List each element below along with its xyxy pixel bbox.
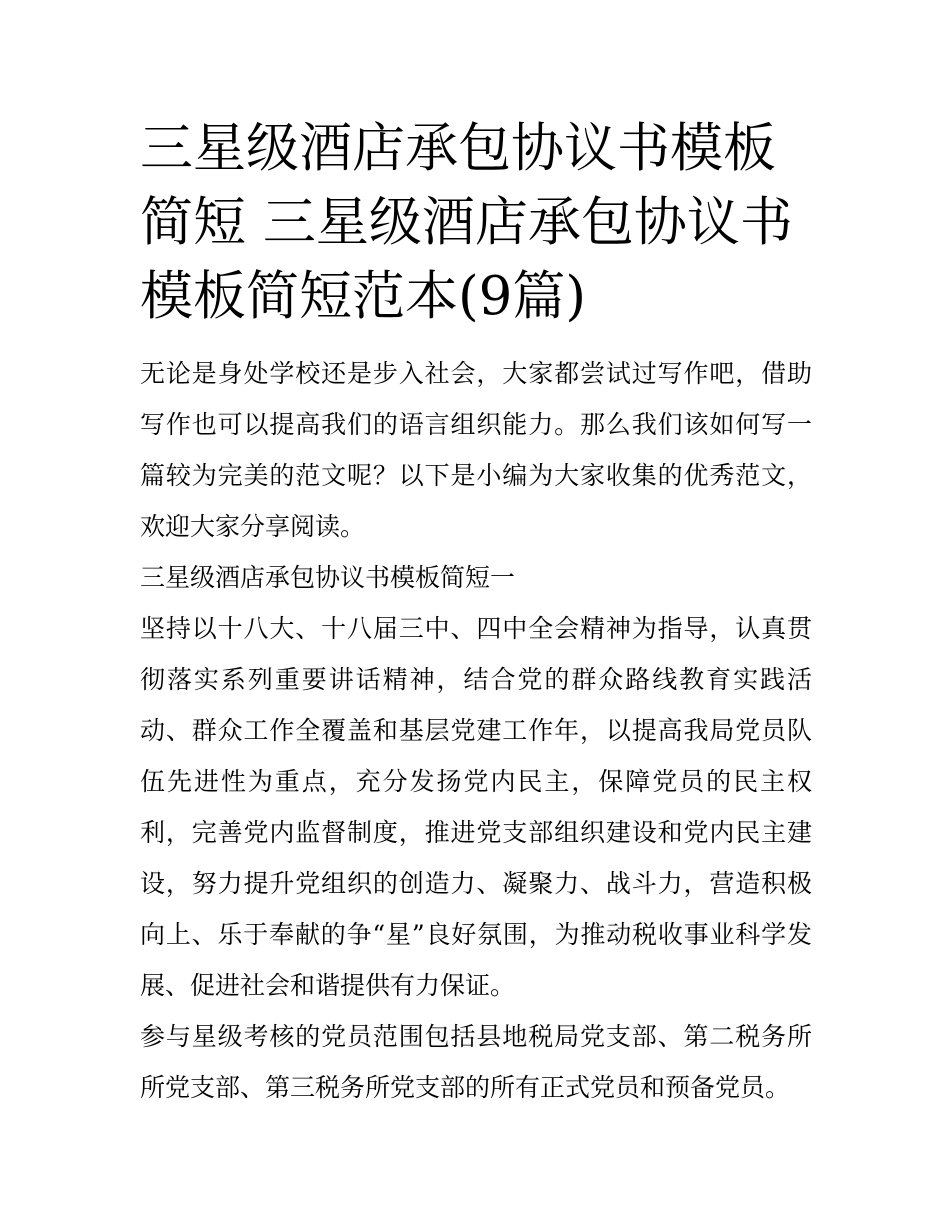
intro-paragraph: 无论是身处学校还是步入社会，大家都尝试过写作吧，借助写作也可以提高我们的语言组织能力。那么我们该如何写一篇较为完美的范文呢？以下是小编为大家收集的优秀范文，欢迎大家分享阅读。: [140, 359, 812, 541]
section-heading: 三星级酒店承包协议书模板简短一: [140, 563, 516, 592]
body-paragraph-2: 参与星级考核的党员范围包括县地税局党支部、第二税务所所党支部、第三税务所党支部的所有正式党员和预备党员。: [140, 1022, 812, 1102]
document-page: [140, 112, 812, 1113]
document-title: 三星级酒店承包协议书模板简短 三星级酒店承包协议书模板简短范本(9篇): [140, 118, 793, 327]
body-paragraph-1: 坚持以十八大、十八届三中、四中全会精神为指导，认真贯彻落实系列重要讲话精神，结合党的群众路线教育实践活动、群众工作全覆盖和基层党建工作年，以提高我局党员队伍先进性为重点，充分发扬党内民主，保障党员的民主权利，完善党内监督制度，推进党支部组织建设和党内民主建设，努力提升党组织的创造力、凝聚力、战斗力，营造积极向上、乐于奉献的争“星”良好氛围，为推动税收事业科学发展、促进社会和谐提供有力保证。: [140, 614, 812, 1000]
